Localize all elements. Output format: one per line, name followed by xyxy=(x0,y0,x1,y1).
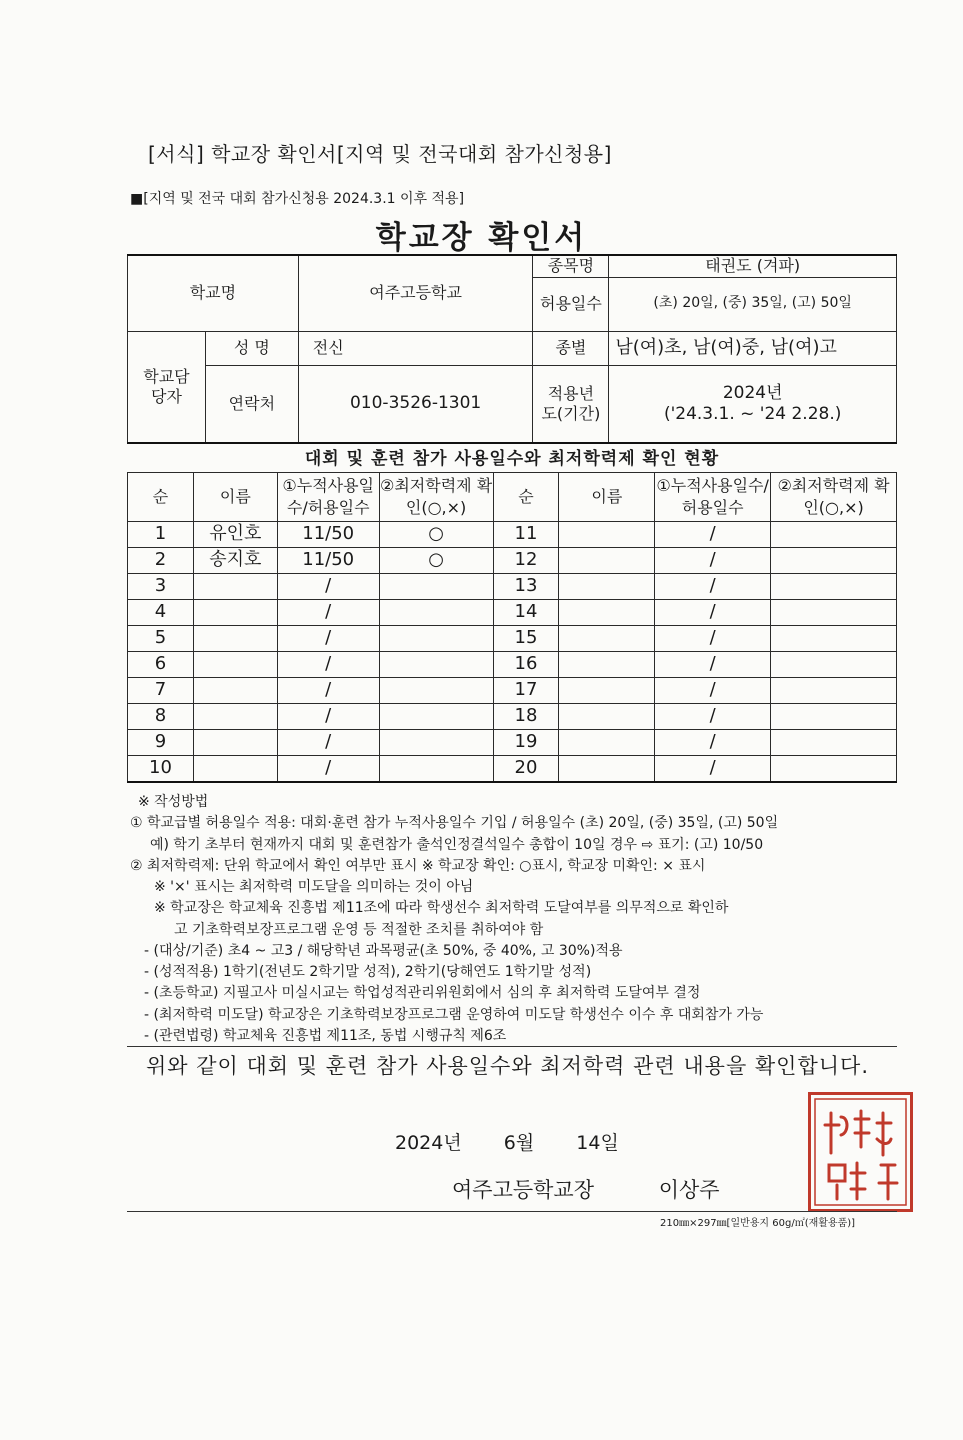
note-line: - (관련법령) 학교체육 진흥법 제11조, 동법 시행규칙 제6조 xyxy=(144,1027,507,1044)
row-number: 13 xyxy=(493,574,559,600)
period-value xyxy=(609,365,897,443)
usage-row xyxy=(128,652,897,678)
student-name xyxy=(559,600,655,626)
min-academic-check xyxy=(771,678,897,704)
min-academic-check xyxy=(771,704,897,730)
header-min-academic: ②최저학력제 확인(○,×) xyxy=(771,473,897,522)
phone-value: 010-3526-1301 xyxy=(298,365,533,443)
min-academic-check xyxy=(771,756,897,783)
row-number: 16 xyxy=(493,652,559,678)
school-name: 여주고등학교 xyxy=(298,255,533,331)
used-days: / xyxy=(655,730,771,756)
used-days: / xyxy=(655,574,771,600)
min-academic-check xyxy=(771,652,897,678)
row-number: 11 xyxy=(493,522,559,548)
row-number: 6 xyxy=(128,652,194,678)
divider xyxy=(127,1046,897,1047)
sport-label: 종목명 xyxy=(533,255,609,277)
min-academic-check xyxy=(771,522,897,548)
paper-spec: 210㎜×297㎜[일반용지 60g/㎡(재활용품)] xyxy=(660,1218,856,1229)
row-number: 15 xyxy=(493,626,559,652)
header-min-academic: ②최저학력제 확인(○,×) xyxy=(379,473,493,522)
used-days: / xyxy=(655,522,771,548)
min-academic-check xyxy=(771,574,897,600)
date-year: 2024년 xyxy=(395,1132,462,1154)
date-month: 6월 xyxy=(503,1132,535,1154)
used-days: / xyxy=(277,730,379,756)
row-number: 18 xyxy=(493,704,559,730)
student-name xyxy=(193,678,277,704)
used-days: / xyxy=(655,652,771,678)
contact-label: 학교담당자 xyxy=(128,331,206,443)
row-number: 2 xyxy=(128,548,194,574)
bottom-divider xyxy=(127,1211,897,1212)
used-days: / xyxy=(277,652,379,678)
note-line: ※ 작성방법 xyxy=(138,794,209,810)
row-number: 19 xyxy=(493,730,559,756)
phone-label: 연락처 xyxy=(205,365,298,443)
student-name xyxy=(559,704,655,730)
student-name xyxy=(559,574,655,600)
note-line: 예) 학기 초부터 현재까지 대회 및 훈련참가 출석인정결석일수 총합이 10일 경우 ⇨ 표기: (고) 10/50 xyxy=(150,836,764,853)
student-name xyxy=(193,600,277,626)
student-name xyxy=(559,756,655,783)
min-academic-check: ○ xyxy=(379,522,493,548)
official-seal xyxy=(808,1092,913,1212)
usage-row xyxy=(128,522,897,548)
note-line: ② 최저학력제: 단위 학교에서 확인 여부만 표시 ※ 학교장 확인: ○표시, 학교장 미확인: × 표시 xyxy=(130,857,706,874)
usage-table xyxy=(127,472,897,783)
row-number: 7 xyxy=(128,678,194,704)
note-line: - (성적적용) 1학기(전년도 2학기말 성적), 2학기(당해연도 1학기말 성적) xyxy=(144,964,592,981)
student-name xyxy=(193,730,277,756)
signature-line xyxy=(452,1174,778,1204)
min-academic-check xyxy=(379,756,493,783)
usage-row xyxy=(128,626,897,652)
date-day: 14일 xyxy=(576,1132,619,1154)
header-days: ①누적사용일수/허용일수 xyxy=(655,473,771,522)
usage-row xyxy=(128,756,897,783)
note-line: 고 기초학력보장프로그램 운영 등 적절한 조치를 취하여야 함 xyxy=(174,921,544,938)
used-days: / xyxy=(277,756,379,783)
min-academic-check: ○ xyxy=(379,548,493,574)
period-range: ('24.3.1. ~ '24 2.28.) xyxy=(663,403,842,424)
used-days: / xyxy=(655,756,771,783)
min-academic-check xyxy=(379,574,493,600)
header-days: ①누적사용일수/허용일수 xyxy=(277,473,379,522)
row-number: 14 xyxy=(493,600,559,626)
form-sub-header: ■[지역 및 전국 대회 참가신청용 2024.3.1 이후 적용] xyxy=(130,191,465,207)
signer-name: 이상주 xyxy=(658,1178,720,1202)
confirmation-statement: 위와 같이 대회 및 훈련 참가 사용일수와 최저학력 관련 내용을 확인합니다. xyxy=(146,1054,870,1078)
row-number: 12 xyxy=(493,548,559,574)
student-name xyxy=(559,626,655,652)
document-title: 학교장 확인서 xyxy=(375,220,588,256)
row-number: 10 xyxy=(128,756,194,783)
sport-value: 태권도 (겨파) xyxy=(609,255,897,277)
min-academic-check xyxy=(771,730,897,756)
category-label: 종별 xyxy=(533,331,609,365)
min-academic-check xyxy=(379,704,493,730)
issue-date xyxy=(395,1128,655,1155)
header-no: 순 xyxy=(493,473,559,522)
period-year: 2024년 xyxy=(722,382,783,403)
min-academic-check xyxy=(379,600,493,626)
min-academic-check xyxy=(771,600,897,626)
usage-row xyxy=(128,548,897,574)
student-name xyxy=(559,548,655,574)
student-name xyxy=(193,704,277,730)
note-line: ① 학교급별 허용일수 적용: 대회·훈련 참가 누적사용일수 기입 / 허용일수 (초) 20일, (중) 35일, (고) 50일 xyxy=(130,815,779,832)
min-academic-check xyxy=(771,626,897,652)
signer-title: 여주고등학교장 xyxy=(452,1178,595,1202)
min-academic-check xyxy=(379,730,493,756)
student-name xyxy=(559,522,655,548)
seal-mark xyxy=(811,1095,910,1209)
note-line: - (초등학교) 지필고사 미실시교는 학업성적관리위원회에서 심의 후 최저학력 도달여부 결정 xyxy=(144,985,701,1002)
usage-row xyxy=(128,730,897,756)
row-number: 1 xyxy=(128,522,194,548)
min-academic-check xyxy=(379,678,493,704)
used-days: 11/50 xyxy=(277,522,379,548)
header-no: 순 xyxy=(128,473,194,522)
note-line: ※ 학교장은 학교체육 진흥법 제11조에 따라 학생선수 최저학력 도달여부를 의무적으로 확인하 xyxy=(154,900,729,917)
student-name xyxy=(559,678,655,704)
school-info-table xyxy=(127,254,897,444)
form-header: [서식] 학교장 확인서[지역 및 전국대회 참가신청용] xyxy=(148,142,612,166)
used-days: / xyxy=(655,704,771,730)
used-days: / xyxy=(655,678,771,704)
row-number: 3 xyxy=(128,574,194,600)
student-name xyxy=(193,626,277,652)
student-name xyxy=(559,652,655,678)
used-days: / xyxy=(277,678,379,704)
min-academic-check xyxy=(379,626,493,652)
used-days: / xyxy=(277,704,379,730)
allowed-days-label: 허용일수 xyxy=(533,277,609,331)
student-name xyxy=(193,756,277,783)
usage-row xyxy=(128,574,897,600)
note-line: ※ '×' 표시는 최저학력 미도달을 의미하는 것이 아님 xyxy=(154,879,474,896)
row-number: 9 xyxy=(128,730,194,756)
note-line: - (대상/기준) 초4 ~ 고3 / 해당학년 과목평균(초 50%, 중 40%, 고 30%)적용 xyxy=(144,942,623,959)
student-name xyxy=(559,730,655,756)
note-line: - (최저학력 미도달) 학교장은 기초학력보장프로그램 운영하여 미도달 학생선수 이수 후 대회참가 가능 xyxy=(144,1006,764,1023)
min-academic-check xyxy=(379,652,493,678)
used-days: / xyxy=(655,548,771,574)
usage-section-title: 대회 및 훈련 참가 사용일수와 최저학력제 확인 현황 xyxy=(304,449,720,469)
contact-name-label: 성 명 xyxy=(205,331,298,365)
used-days: / xyxy=(655,626,771,652)
row-number: 5 xyxy=(128,626,194,652)
min-academic-check xyxy=(771,548,897,574)
school-name-label: 학교명 xyxy=(128,255,299,331)
allowed-days-value: (초) 20일, (중) 35일, (고) 50일 xyxy=(609,277,897,331)
category-value: 남(여)초, 남(여)중, 남(여)고 xyxy=(609,331,897,365)
row-number: 4 xyxy=(128,600,194,626)
student-name xyxy=(193,574,277,600)
header-name: 이름 xyxy=(193,473,277,522)
used-days: / xyxy=(277,600,379,626)
usage-row xyxy=(128,704,897,730)
period-label: 적용년도(기간) xyxy=(533,365,609,443)
contact-name: 전신 xyxy=(298,331,533,365)
student-name xyxy=(193,652,277,678)
usage-row xyxy=(128,600,897,626)
writing-instructions xyxy=(130,792,910,1047)
header-name: 이름 xyxy=(559,473,655,522)
usage-row xyxy=(128,678,897,704)
used-days: / xyxy=(277,574,379,600)
used-days: 11/50 xyxy=(277,548,379,574)
student-name: 송지호 xyxy=(193,548,277,574)
used-days: / xyxy=(655,600,771,626)
used-days: / xyxy=(277,626,379,652)
row-number: 8 xyxy=(128,704,194,730)
student-name: 유인호 xyxy=(193,522,277,548)
row-number: 20 xyxy=(493,756,559,783)
row-number: 17 xyxy=(493,678,559,704)
